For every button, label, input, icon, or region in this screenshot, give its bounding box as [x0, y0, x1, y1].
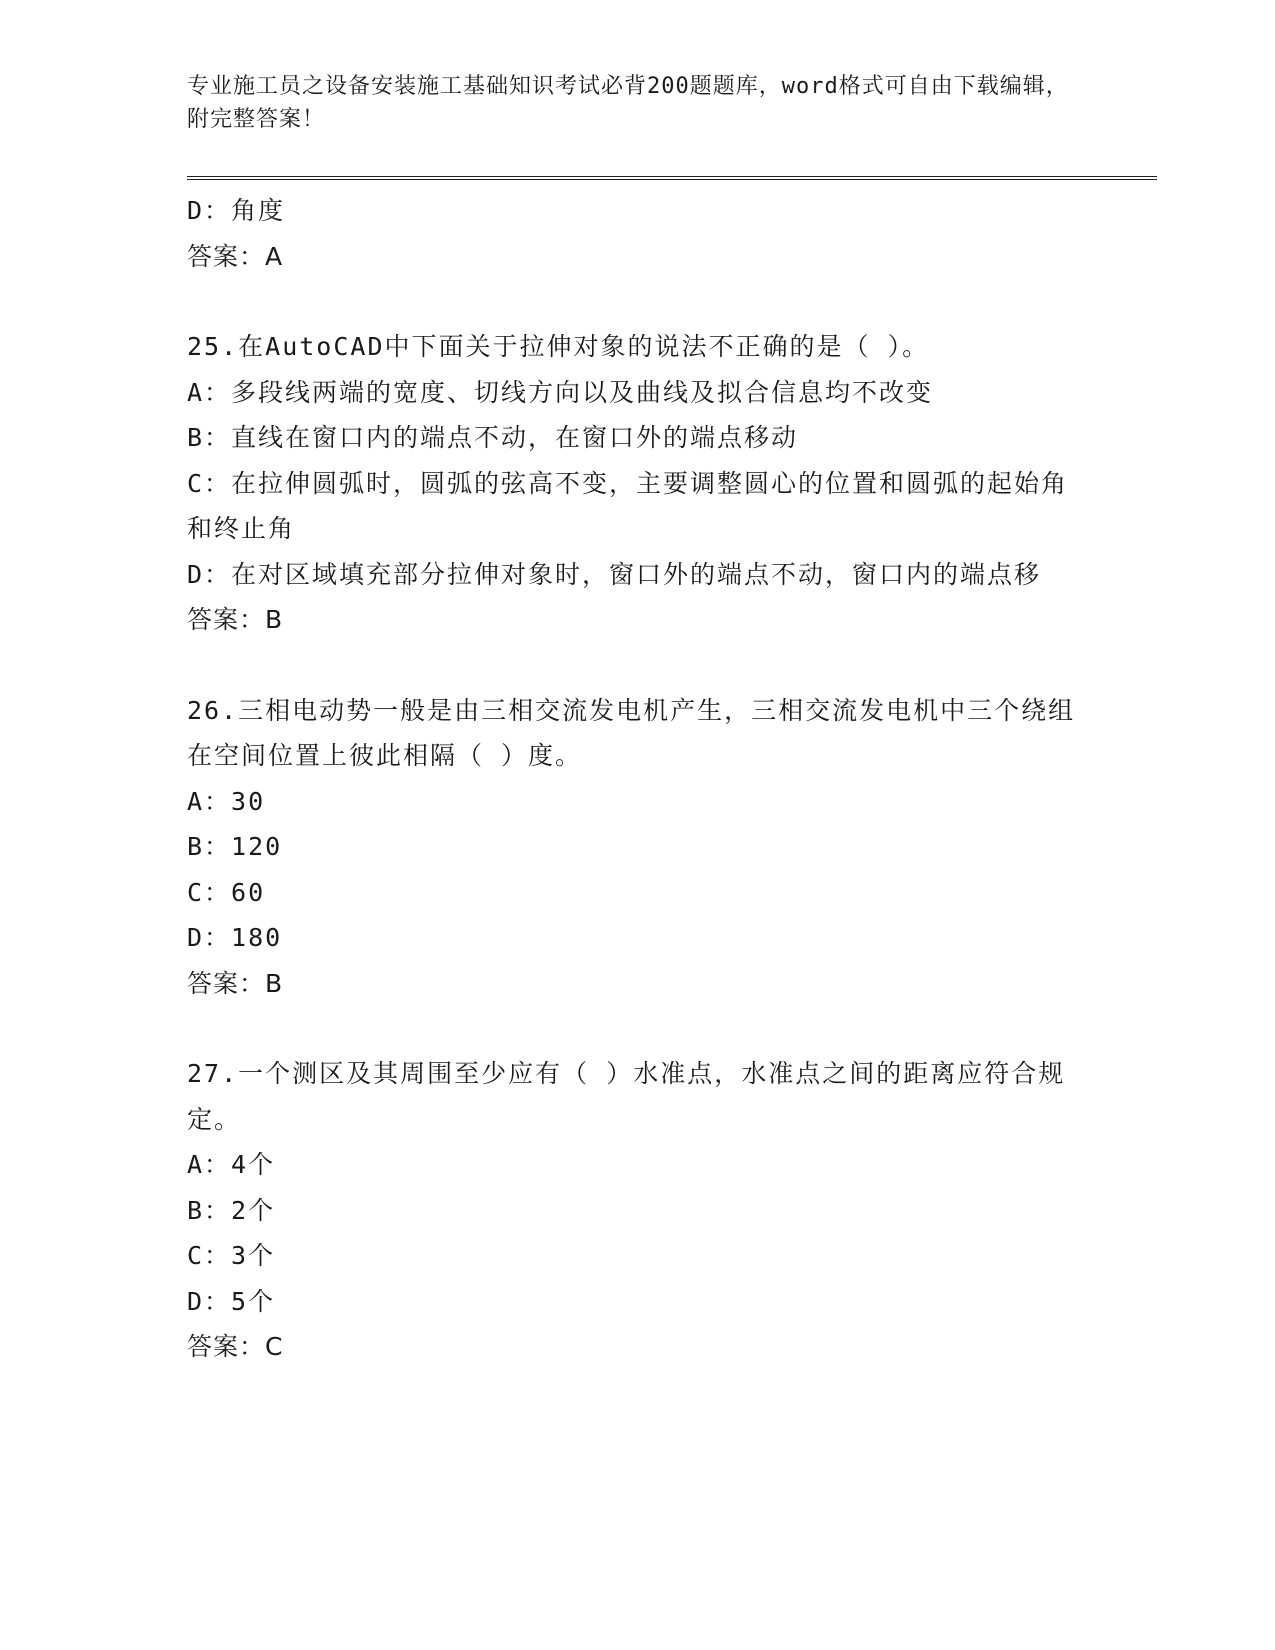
document-page: [187, 70, 1157, 1370]
option-d: D：角度: [187, 196, 286, 225]
option-c: C：3个: [187, 1241, 276, 1270]
option-b: B：直线在窗口内的端点不动，在窗口外的端点移动: [187, 423, 799, 452]
option-d: D：5个: [187, 1286, 276, 1316]
option-b: B：2个: [187, 1195, 276, 1225]
option-a: A：4个: [187, 1150, 276, 1179]
answer-line: 答案：B: [187, 968, 284, 998]
previous-question-tail: [187, 188, 1157, 279]
question-stem: 27.一个测区及其周围至少应有（ ）水准点，水准点之间的距离应符合规定。: [187, 1059, 1066, 1134]
option-c: C：在拉伸圆弧时，圆弧的弦高不变，主要调整圆心的位置和圆弧的起始角和终止角: [187, 468, 1069, 543]
question-26: [187, 688, 1157, 1007]
question-27: [187, 1051, 1157, 1370]
header-divider: [187, 176, 1157, 180]
option-b: B：120: [187, 832, 283, 861]
option-a: A：30: [187, 786, 266, 816]
question-stem: 25.在AutoCAD中下面关于拉伸对象的说法不正确的是（ ）。: [187, 332, 930, 361]
question-25: [187, 324, 1157, 643]
option-d: D：180: [187, 923, 283, 952]
option-d: D：在对区域填充部分拉伸对象时，窗口外的端点不动，窗口内的端点移: [187, 559, 1042, 589]
answer-line: 答案：C: [187, 1332, 284, 1361]
question-stem: 26.三相电动势一般是由三相交流发电机产生，三相交流发电机中三个绕组在空间位置上彼此相隔（ ）度。: [187, 695, 1076, 770]
answer-line: 答案：A: [187, 241, 284, 271]
option-c: C：60: [187, 877, 266, 907]
option-a: A：多段线两端的宽度、切线方向以及曲线及拟合信息均不改变: [187, 377, 934, 407]
document-header: 专业施工员之设备安装施工基础知识考试必背200题题库，word格式可自由下载编辑，附完整答案！: [187, 74, 1069, 132]
answer-line: 答案：B: [187, 605, 284, 634]
